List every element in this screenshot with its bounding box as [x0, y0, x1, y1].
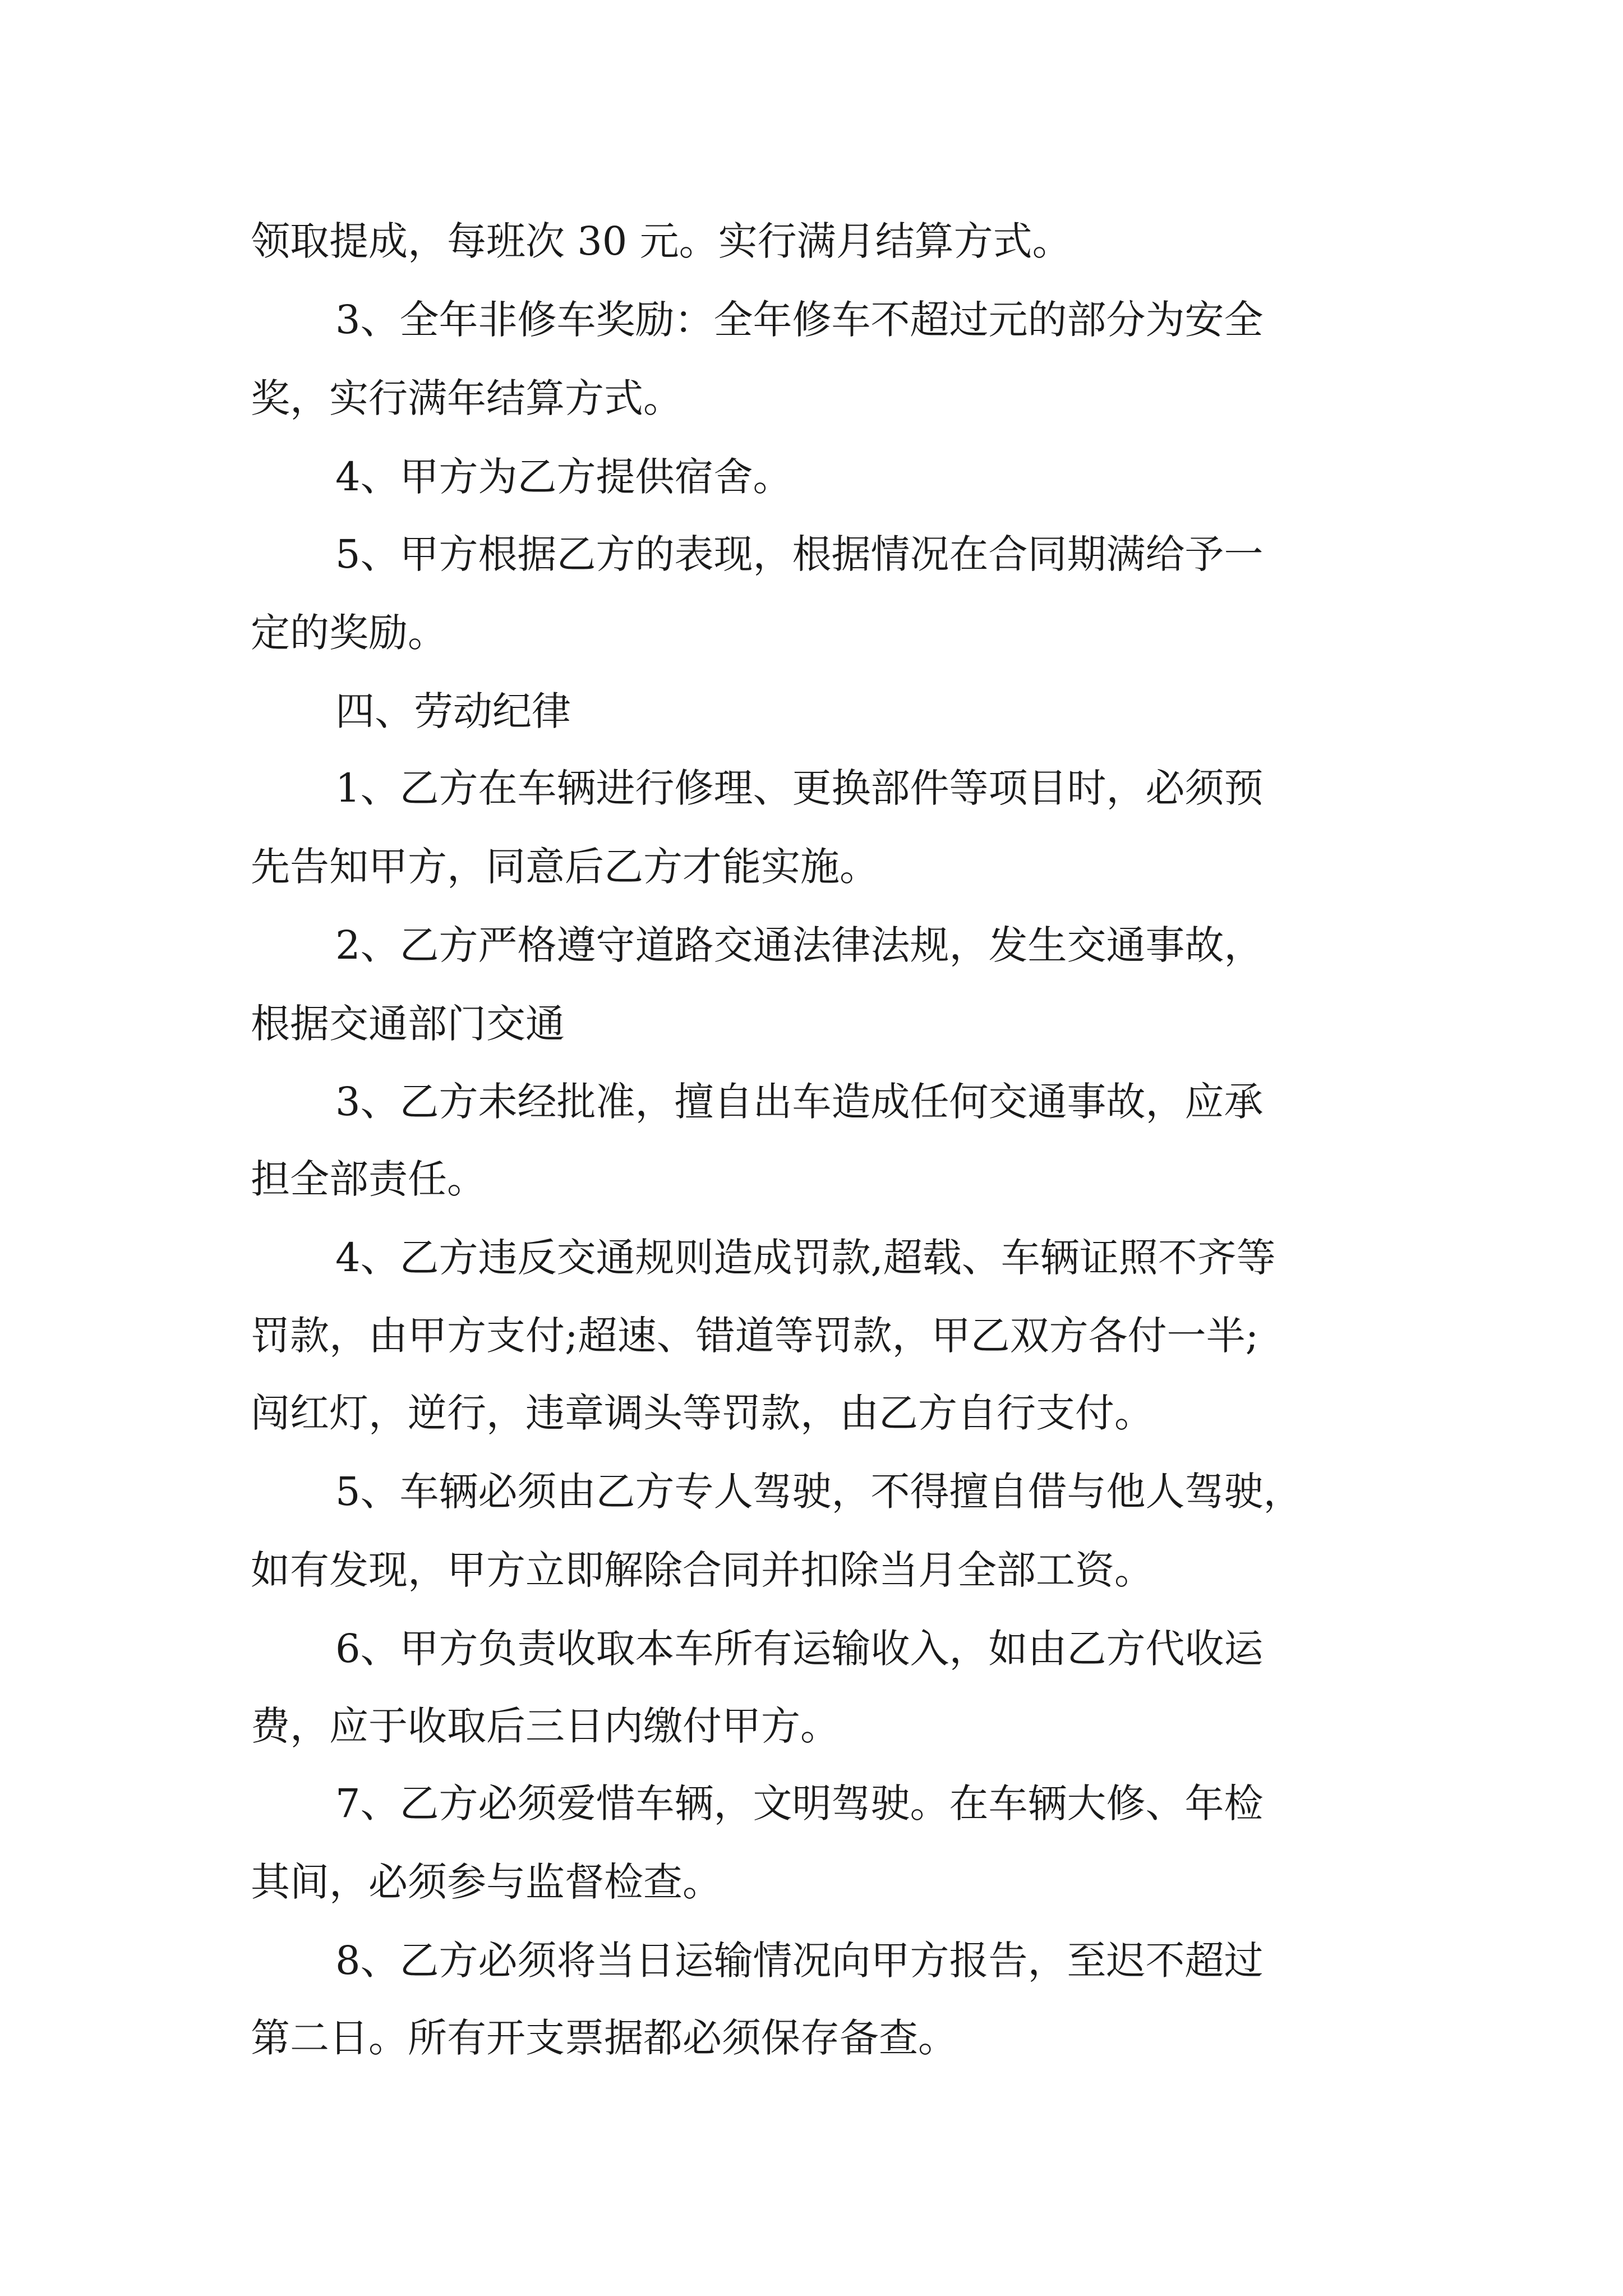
line-text: 5、车辆必须由乙方专人驾驶，不得擅自借与他人驾驶，	[335, 1469, 1303, 1515]
text-line	[0, 1539, 1623, 1601]
line-text: 5、甲方根据乙方的表现，根据情况在合同期满给予一	[335, 531, 1264, 577]
line-text: 定的奖励。	[251, 610, 447, 656]
line-text: 担全部责任。	[251, 1156, 486, 1202]
text-line	[0, 1148, 1623, 1210]
line-text: 四、劳动纪律	[335, 688, 571, 734]
line-text: 1、乙方在车辆进行修理、更换部件等项目时，必须预	[335, 765, 1264, 811]
line-text: 罚款，由甲方支付;超速、错道等罚款，甲乙双方各付一半;	[251, 1313, 1259, 1359]
text-line	[0, 914, 1623, 976]
line-text: 其间，必须参与监督检查。	[251, 1859, 722, 1905]
line-text: 4、乙方违反交通规则造成罚款,超载、车辆证照不齐等	[335, 1235, 1276, 1281]
line-text: 3、乙方未经批准，擅自出车造成任何交通事故，应承	[335, 1079, 1264, 1125]
line-text: 4、甲方为乙方提供宿舍。	[335, 454, 792, 500]
line-text: 8、乙方必须将当日运输情况向甲方报告，至迟不超过	[335, 1938, 1264, 1984]
line-text: 闯红灯，逆行，违章调头等罚款，由乙方自行支付。	[251, 1390, 1154, 1436]
text-line	[0, 836, 1623, 898]
line-text: 先告知甲方，同意后乙方才能实施。	[251, 844, 879, 890]
text-line	[0, 1695, 1623, 1757]
text-line	[0, 1227, 1623, 1289]
line-text: 领取提成，每班次 30 元。实行满月结算方式。	[251, 218, 1072, 264]
text-line	[0, 1773, 1623, 1834]
line-text: 根据交通部门交通	[251, 1001, 565, 1047]
text-line	[0, 1930, 1623, 1991]
text-line	[0, 757, 1623, 819]
line-text: 7、乙方必须爱惜车辆，文明驾驶。在车辆大修、年检	[335, 1780, 1264, 1826]
text-line	[0, 993, 1623, 1055]
line-text: 6、甲方负责收取本车所有运输收入，如由乙方代收运	[335, 1626, 1264, 1672]
text-line	[0, 1071, 1623, 1133]
text-line	[0, 1461, 1623, 1522]
line-text: 3、全年非修车奖励：全年修车不超过元的部分为安全	[335, 297, 1264, 343]
text-line	[0, 602, 1623, 664]
text-line	[0, 446, 1623, 508]
text-line	[0, 2007, 1623, 2069]
text-line	[0, 1851, 1623, 1913]
text-line	[0, 210, 1623, 272]
text-line	[0, 1382, 1623, 1444]
line-text: 2、乙方严格遵守道路交通法律法规，发生交通事故，	[335, 922, 1264, 968]
line-text: 奖，实行满年结算方式。	[251, 375, 683, 421]
line-text: 如有发现，甲方立即解除合同并扣除当月全部工资。	[251, 1547, 1154, 1593]
text-line	[0, 367, 1623, 429]
line-text: 费，应于收取后三日内缴付甲方。	[251, 1703, 840, 1749]
text-line	[0, 289, 1623, 351]
section-heading	[0, 680, 1623, 742]
text-line	[0, 1305, 1623, 1366]
line-text: 第二日。所有开支票据都必须保存备查。	[251, 2015, 957, 2061]
text-line	[0, 523, 1623, 585]
text-line	[0, 1618, 1623, 1680]
